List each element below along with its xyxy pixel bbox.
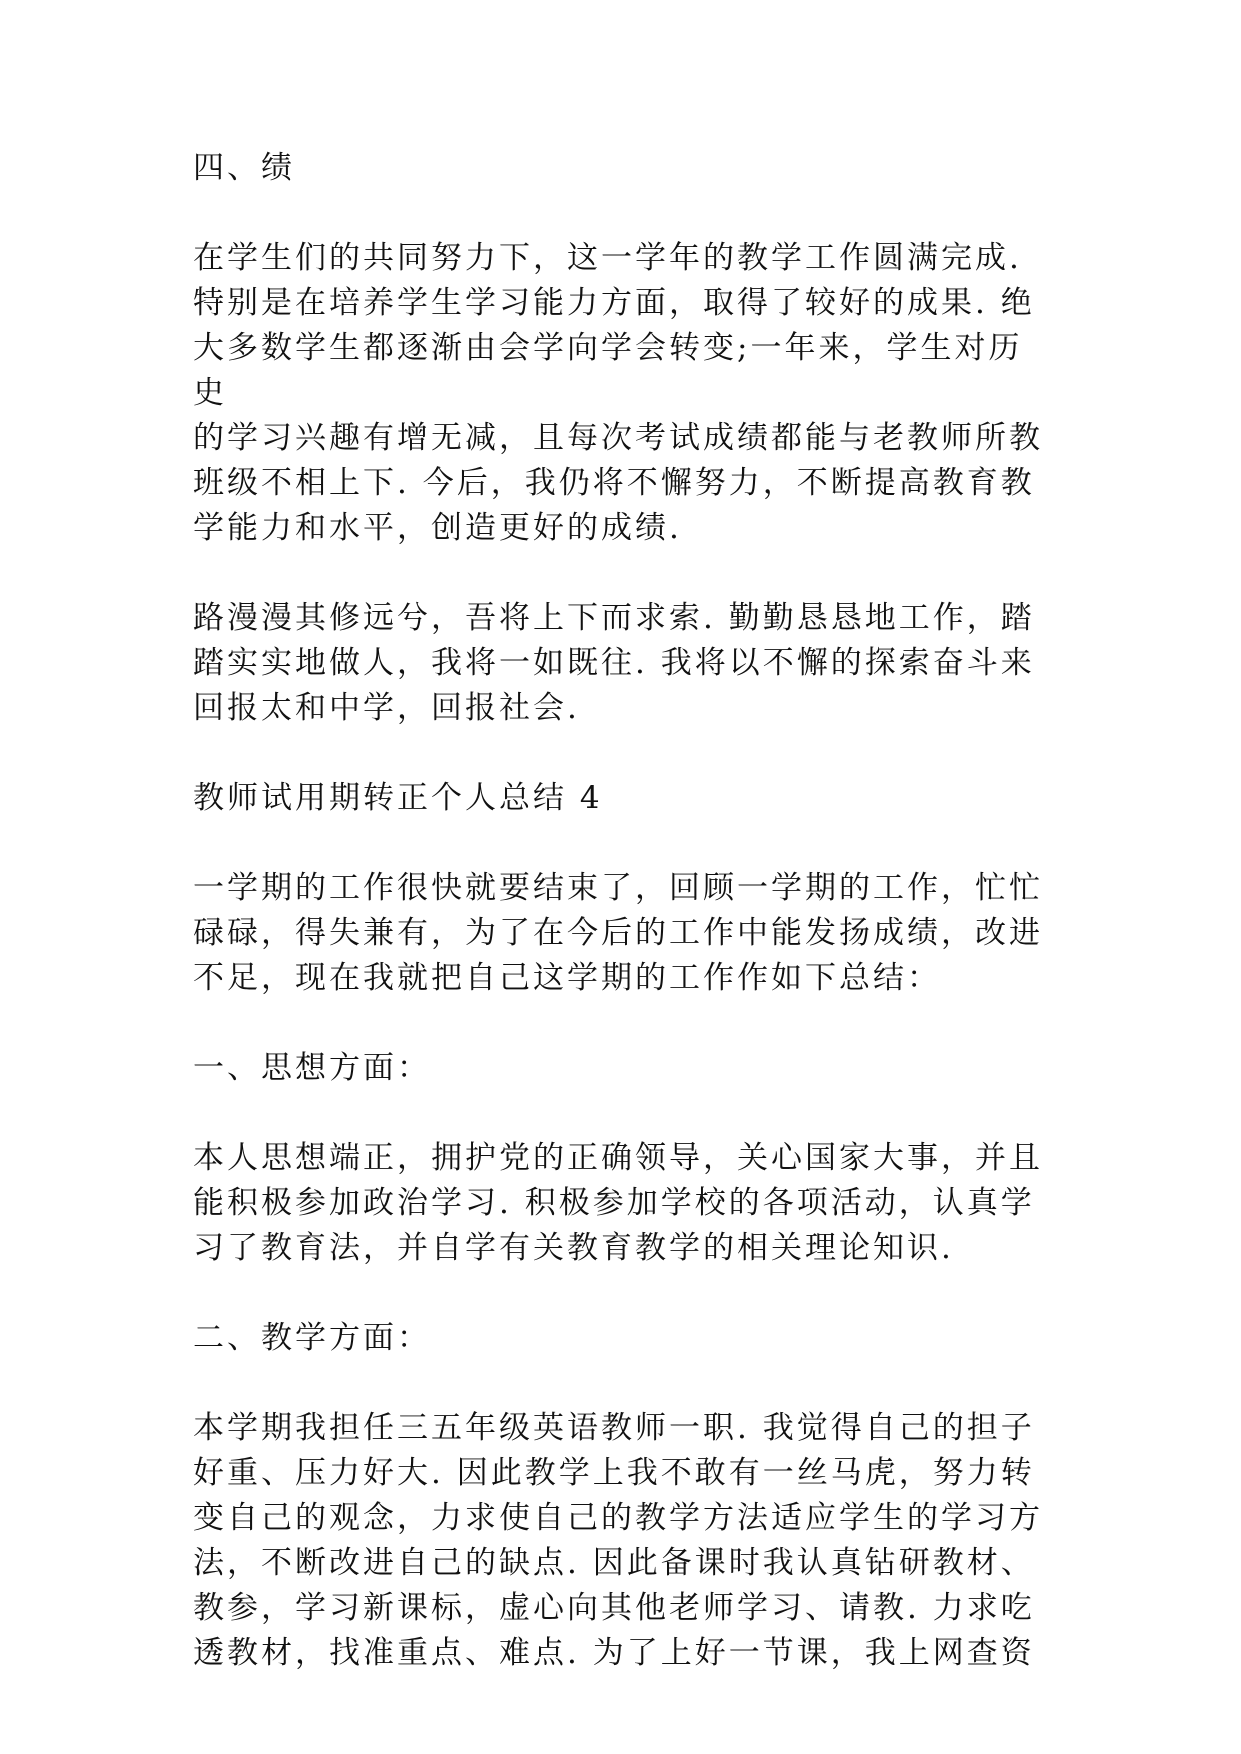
paragraph-thought: 本人思想端正，拥护党的正确领导，关心国家大事，并且 能积极参加政治学习. 积极参加学校的各项活动，认真学 习了教育法，并自学有关教育教学的相关理论知识. (193, 1140, 1043, 1266)
section-heading-thought: 一、思想方面： (193, 1050, 431, 1086)
section-heading-achievements: 四、绩 (193, 150, 295, 186)
paragraph-teaching: 本学期我担任三五年级英语教师一职. 我觉得自己的担子 好重、压力好大. 因此教学上我不敢有一丝马虎，努力转 变自己的观念，力求使自己的教学方法适应学生的学习方 法，不断改进自己的缺点. 因此备课时我认真钻研教材、 教参，学习新课标，虚心向其他老师学习、请教. 力求吃 透教材，找准重点、难点. 为了上好一节课，我上网查资 (193, 1410, 1043, 1671)
document-body (193, 146, 1053, 1721)
paragraph-achievements: 在学生们的共同努力下，这一学年的教学工作圆满完成. 特别是在培养学生学习能力方面，取得了较好的成果. 绝 大多数学生都逐渐由会学向学会转变;一年来，学生对历史 的学习兴趣有增无减，且每次考试成绩都能与老教师所教 班级不相上下. 今后，我仍将不懈努力，不断提高教育教 学能力和水平，创造更好的成绩. (193, 240, 1043, 546)
paragraph-closing: 路漫漫其修远兮，吾将上下而求索. 勤勤恳恳地工作，踏 踏实实地做人，我将一如既往. 我将以不懈的探索奋斗来 回报太和中学，回报社会. (193, 600, 1035, 726)
paragraph-intro: 一学期的工作很快就要结束了，回顾一学期的工作，忙忙 碌碌，得失兼有，为了在今后的工作中能发扬成绩，改进 不足，现在我就把自己这学期的工作作如下总结： (193, 870, 1043, 996)
section-heading-teaching: 二、教学方面： (193, 1320, 431, 1356)
article-title: 教师试用期转正个人总结 4 (193, 780, 603, 816)
